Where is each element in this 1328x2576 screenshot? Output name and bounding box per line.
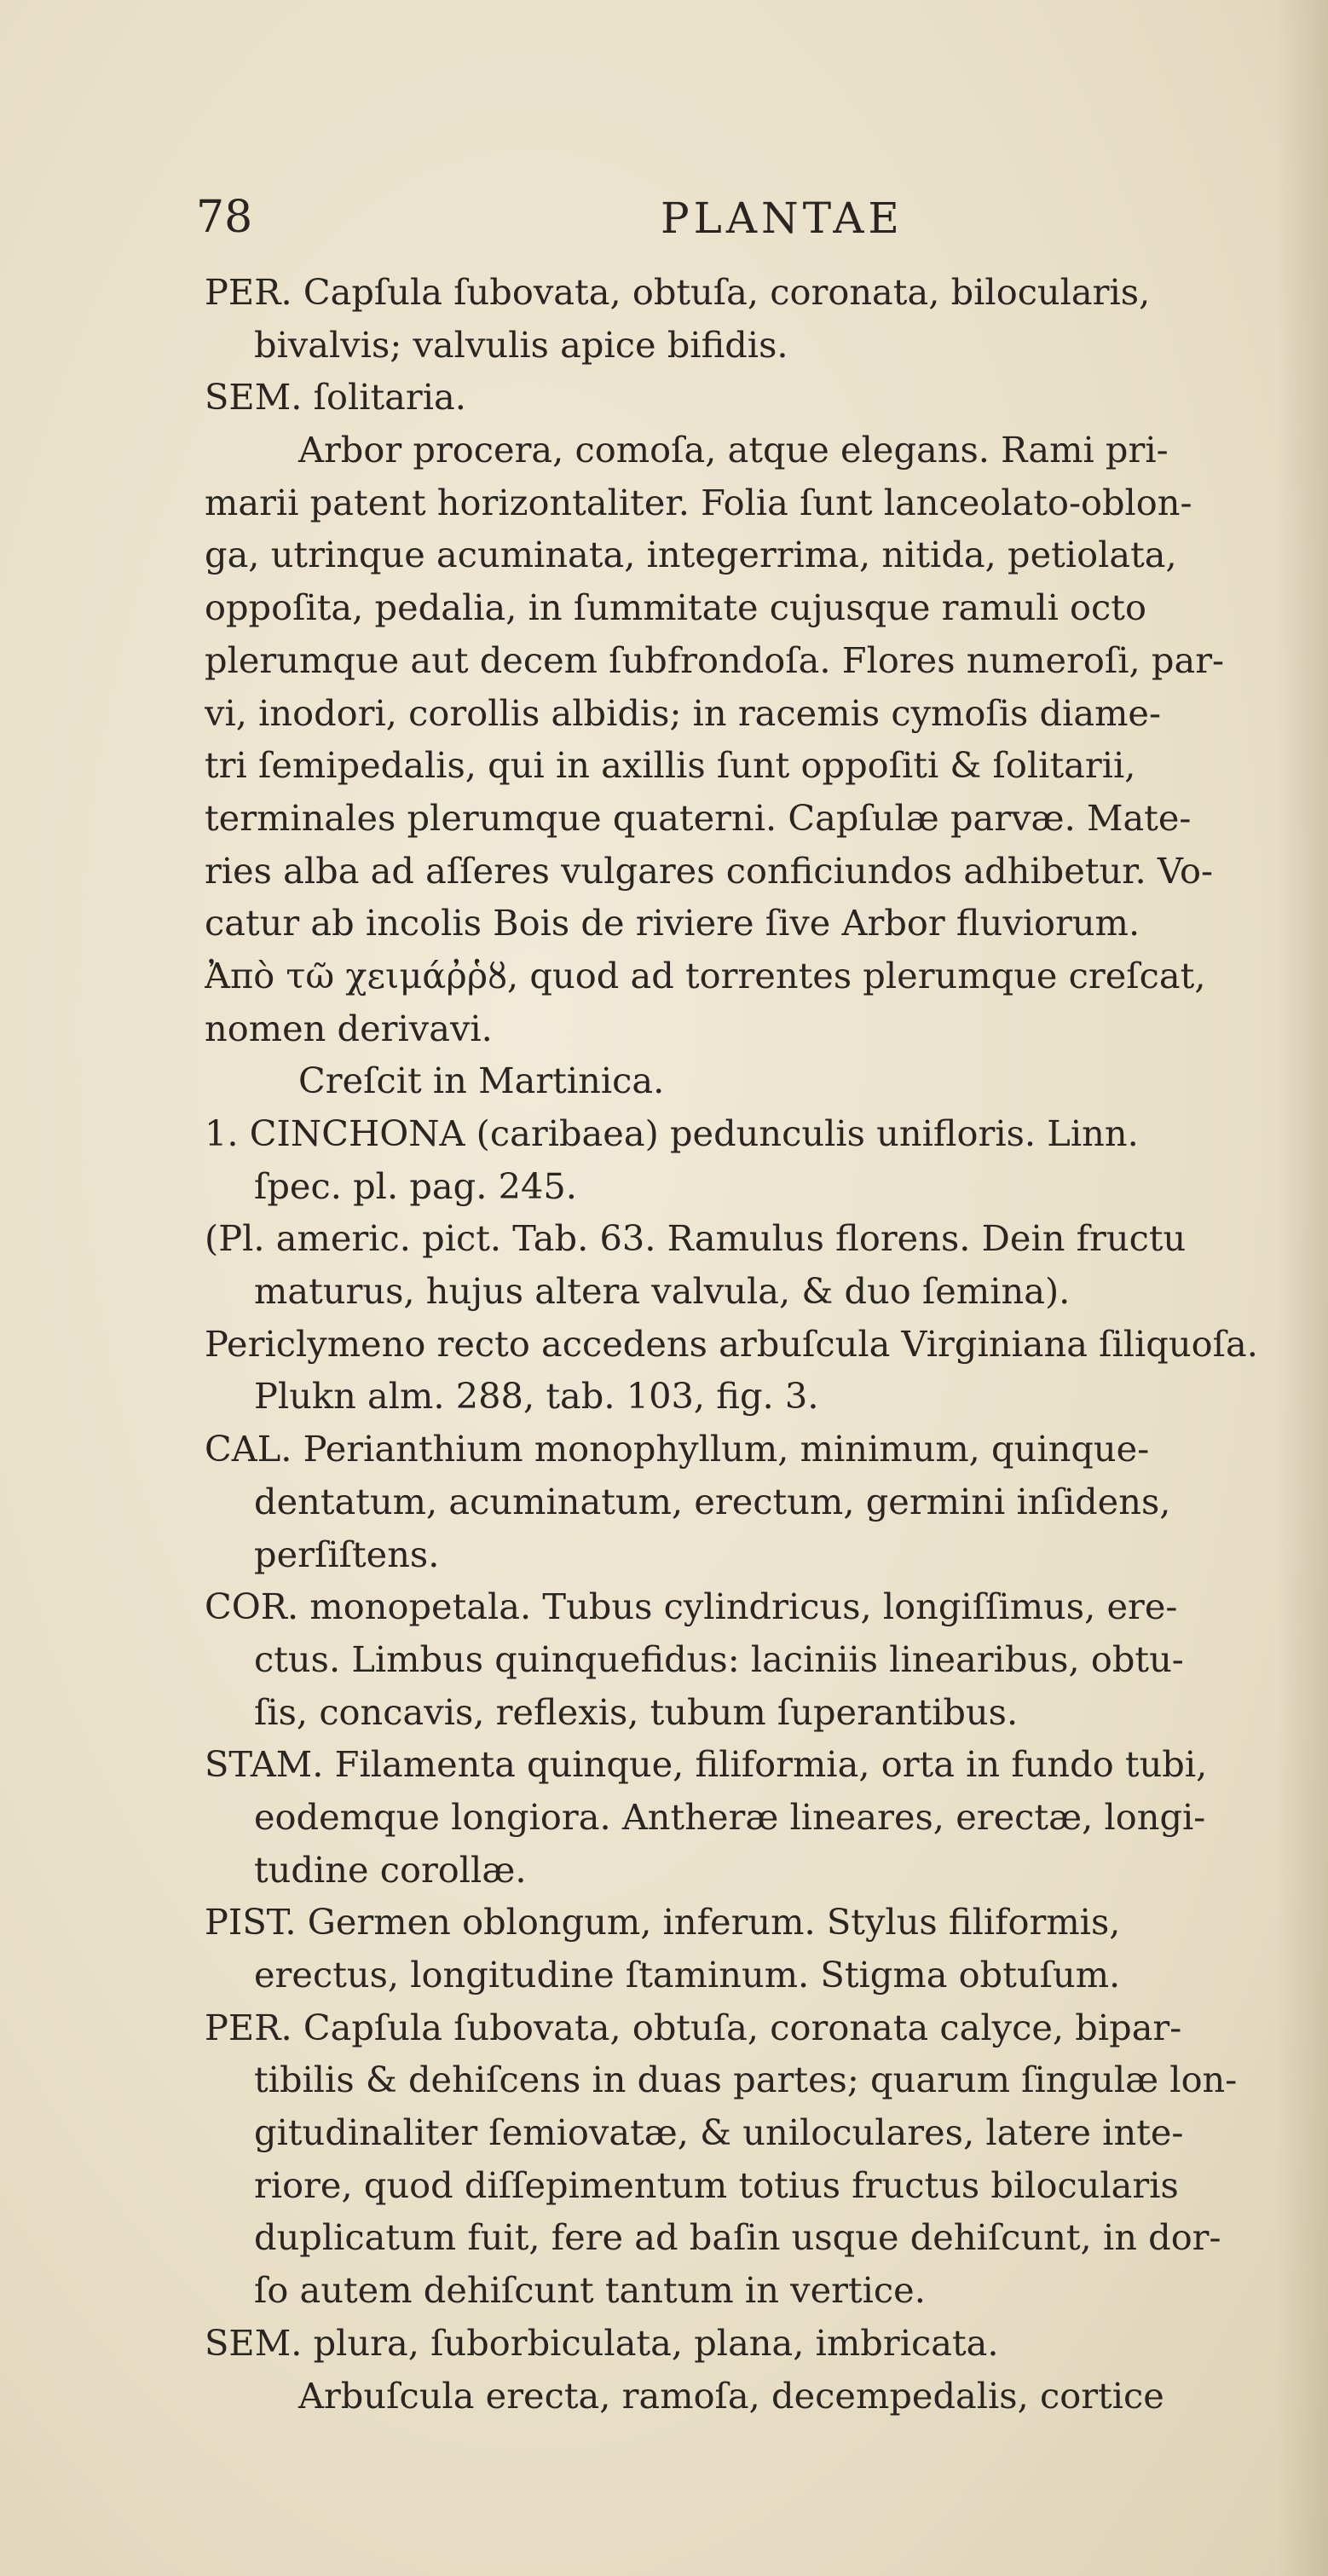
text-line: perſiſtens. <box>254 1533 440 1575</box>
text-line: dentatum, acuminatum, erectum, germini inſidens, <box>254 1480 1171 1522</box>
text-line: Plukn alm. 288, tab. 103, fig. 3. <box>254 1375 819 1418</box>
text-line: SEM. ſolitaria. <box>205 376 466 419</box>
text-line: Ἀπὸ τῶ χειμάῤῥȣ, quod ad torrentes plerumque creſcat, <box>205 954 1206 996</box>
text-line: terminales plerumque quaterni. Capſulæ parvæ. Mate- <box>205 796 1192 839</box>
text-line: oppoſita, pedalia, in ſummitate cujusque ramuli octo <box>205 586 1146 629</box>
text-line: PIST. Germen oblongum, inferum. Stylus filiformis, <box>205 1901 1121 1944</box>
text-line: tibilis & dehiſcens in duas partes; quarum ſingulæ lon- <box>254 2059 1238 2101</box>
text-line: vi, inodori, corollis albidis; in racemis cymoſis diame- <box>205 691 1161 734</box>
text-line: ga, utrinque acuminata, integerrima, nitida, petiolata, <box>205 534 1177 576</box>
page-number: 78 <box>196 192 253 243</box>
text-line: duplicatum fuit, fere ad baſin usque dehiſcunt, in dor- <box>254 2216 1221 2259</box>
text-line: ries alba ad aſſeres vulgares conficiundos adhibetur. Vo- <box>205 849 1214 892</box>
text-line: ſo autem dehiſcunt tantum in vertice. <box>254 2269 926 2312</box>
text-line: SEM. plura, ſuborbiculata, plana, imbricata. <box>205 2321 999 2364</box>
text-line: 1. CINCHONA (caribaea) pedunculis unifloris. Linn. <box>205 1112 1139 1154</box>
text-line: gitudinaliter ſemiovatæ, & uniloculares, latere inte- <box>254 2111 1184 2154</box>
text-line: erectus, longitudine ſtaminum. Stigma obtuſum. <box>254 1954 1121 1996</box>
text-line: plerumque aut decem ſubfrondoſa. Flores numeroſi, par- <box>205 638 1225 681</box>
text-line: PER. Capſula ſubovata, obtuſa, coronata calyce, bipar- <box>205 2006 1182 2048</box>
text-line: COR. monopetala. Tubus cylindricus, longiſſimus, ere- <box>205 1585 1178 1628</box>
text-line: CAL. Perianthium monophyllum, minimum, quinque- <box>205 1428 1150 1470</box>
text-body <box>205 266 1287 2422</box>
text-line: maturus, hujus altera valvula, & duo ſemina). <box>254 1270 1071 1313</box>
running-head: PLANTAE <box>661 193 904 243</box>
text-line: riore, quod diſſepimentum totius fructus bilocularis <box>254 2163 1179 2206</box>
text-line: tri ſemipedalis, qui in axillis ſunt oppoſiti & ſolitarii, <box>205 744 1136 787</box>
text-line: tudine corollæ. <box>254 1848 527 1891</box>
text-line: bivalvis; valvulis apice bifidis. <box>254 323 788 366</box>
text-line: (Pl. americ. pict. Tab. 63. Ramulus florens. Dein fructu <box>205 1217 1187 1260</box>
page-header <box>196 192 1270 251</box>
text-line: eodemque longiora. Antheræ lineares, erectæ, longi- <box>254 1795 1206 1838</box>
text-line: ſpec. pl. pag. 245. <box>254 1164 577 1207</box>
text-line: ctus. Limbus quinquefidus: laciniis linearibus, obtu- <box>254 1637 1184 1680</box>
text-line: nomen derivavi. <box>205 1007 493 1049</box>
text-line: Arbuſcula erecta, ramoſa, decempedalis, cortice <box>298 2374 1164 2417</box>
text-line: Periclymeno recto accedens arbuſcula Virginiana ſiliquoſa. <box>205 1322 1258 1365</box>
text-line: catur ab incolis Bois de riviere ſive Arbor fluviorum. <box>205 902 1140 944</box>
text-line: marii patent horizontaliter. Folia ſunt lanceolato-oblon- <box>205 481 1192 523</box>
text-line: PER. Capſula ſubovata, obtuſa, coronata, bilocularis, <box>205 271 1151 313</box>
text-line: Creſcit in Martinica. <box>298 1060 665 1102</box>
text-line: ſis, concavis, reflexis, tubum ſuperantibus. <box>254 1690 1019 1733</box>
text-line: Arbor procera, comoſa, atque elegans. Rami pri- <box>298 429 1169 471</box>
text-line: STAM. Filamenta quinque, filiformia, orta in fundo tubi, <box>205 1743 1208 1786</box>
